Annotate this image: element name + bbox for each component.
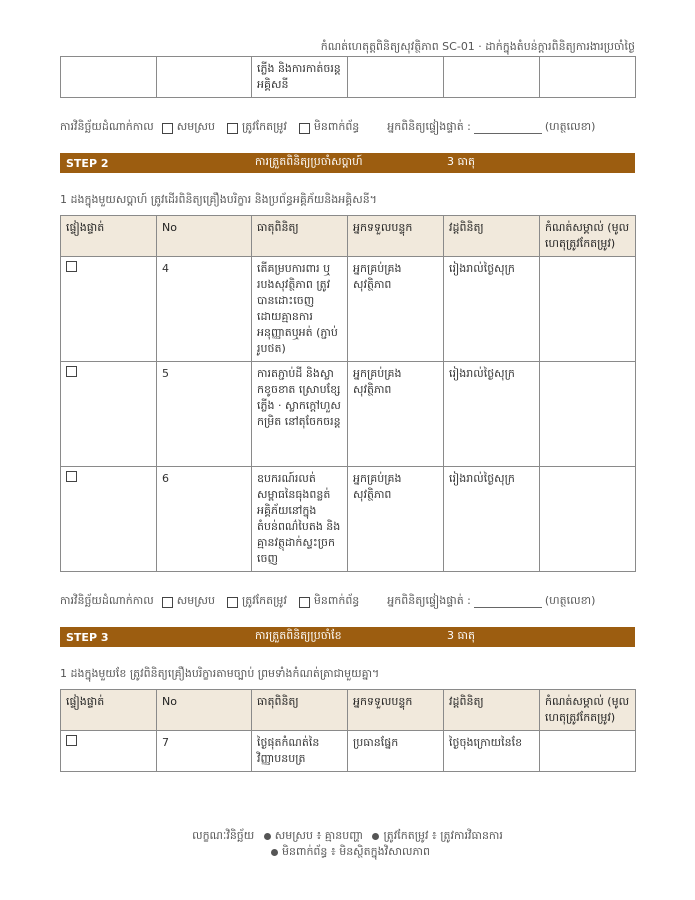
decision-label: ការវិនិច្ឆ័យដំណាក់កាល — [60, 120, 154, 133]
checkbox-ok[interactable] — [162, 597, 173, 608]
cell — [61, 57, 157, 98]
item-owner: អ្នកគ្រប់គ្រងសុវត្ថិភាព — [348, 467, 444, 572]
col-header: អ្នកទទួលបន្ទុក — [348, 690, 444, 731]
signer-suffix: (ហត្ថលេខា) — [544, 120, 596, 133]
item-no: 4 — [157, 257, 252, 362]
table-header — [61, 216, 636, 257]
item-text: ថ្ងៃផុតកំណត់នៃវិញ្ញាបនបត្រ — [252, 731, 348, 772]
verify-checkbox[interactable] — [66, 366, 77, 377]
col-header: ធាតុពិនិត្យ — [252, 690, 348, 731]
step-3-table — [60, 689, 636, 772]
legend-item: សមស្រប ៖ គ្មានបញ្ហា — [274, 829, 363, 842]
table-row — [61, 362, 636, 467]
item-note[interactable] — [540, 362, 636, 467]
option-label: មិនពាក់ព័ន្ធ — [313, 120, 360, 133]
step-number: STEP 2 — [66, 156, 109, 170]
signer-label: អ្នកពិនិត្យផ្ទៀងផ្ទាត់ : — [387, 120, 471, 133]
table-row — [61, 731, 636, 772]
checkbox-ok[interactable] — [162, 123, 173, 134]
item-cycle: រៀងរាល់ថ្ងៃសុក្រ — [444, 257, 540, 362]
judgement-legend — [0, 828, 695, 860]
checkbox-na[interactable] — [299, 123, 310, 134]
cell — [540, 57, 636, 98]
option-label: ត្រូវកែតម្រូវ — [241, 120, 287, 133]
step-intro: 1 ដងក្នុងមួយសប្ដាហ៍ ត្រូវដើរពិនិត្យគ្រឿងបរិក្ខារ និងប្រព័ន្ធអគ្គិភ័យនិងអគ្គិសនី។ — [60, 193, 377, 206]
cell — [444, 57, 540, 98]
option-label: ត្រូវកែតម្រូវ — [241, 594, 287, 607]
legend-prefix: លក្ខណៈវិនិច្ឆ័យ — [192, 829, 255, 842]
option-label: សមស្រប — [176, 594, 215, 607]
checklist-page — [60, 0, 635, 772]
cell — [157, 57, 252, 98]
col-header: ផ្ទៀងផ្ទាត់ — [61, 216, 157, 257]
col-header: អ្នកទទួលបន្ទុក — [348, 216, 444, 257]
table-row — [61, 57, 636, 98]
item-text: តើគម្របការពារ ឬ របងសុវត្ថិភាព ត្រូវបានដោះចេញ ដោយគ្មានការអនុញ្ញាតឬអត់ (ភ្ជាប់រូបថត) — [252, 257, 348, 362]
table-row — [61, 467, 636, 572]
step-2-table — [60, 215, 636, 572]
verify-checkbox[interactable] — [66, 735, 77, 746]
cell: ភ្លើង និងការកាត់ចរន្តអគ្គិសនី — [252, 57, 348, 98]
item-note[interactable] — [540, 467, 636, 572]
step-title: ការត្រួតពិនិត្យប្រចាំខែ — [255, 629, 342, 642]
item-owner: អ្នកគ្រប់គ្រងសុវត្ថិភាព — [348, 362, 444, 467]
item-owner: អ្នកគ្រប់គ្រងសុវត្ថិភាព — [348, 257, 444, 362]
decision-label: ការវិនិច្ឆ័យដំណាក់កាល — [60, 594, 154, 607]
col-header: វដ្តពិនិត្យ — [444, 690, 540, 731]
step-count: 3 ធាតុ — [447, 629, 475, 642]
step-count: 3 ធាតុ — [447, 155, 475, 168]
verify-checkbox[interactable] — [66, 261, 77, 272]
item-note[interactable] — [540, 731, 636, 772]
item-cycle: រៀងរាល់ថ្ងៃសុក្រ — [444, 467, 540, 572]
bullet-icon — [271, 849, 278, 856]
signer-suffix: (ហត្ថលេខា) — [544, 594, 596, 607]
running-header: កំណត់ហេតុត្តពិនិត្យសុវត្ថិភាព SC-01 · ដាក់ក្នុងតំបន់ក្តារពិនិត្យការងារប្រចាំថ្ងៃ — [320, 40, 635, 53]
item-no: 6 — [157, 467, 252, 572]
checkbox-fix[interactable] — [227, 597, 238, 608]
item-owner: ប្រធានផ្នែក — [348, 731, 444, 772]
legend-item: មិនពាក់ព័ន្ធ ៖ មិនស្ថិតក្នុងវិសាលភាព — [282, 845, 430, 858]
col-header: កំណត់សម្គាល់ (មូលហេតុត្រូវកែតម្រូវ) — [540, 690, 636, 731]
item-no: 5 — [157, 362, 252, 467]
item-text: ឧបករណ៍រលត់សម្ពាធនៃធុងពន្លត់អគ្គិភ័យនៅក្នុងតំបន់ពណ៌បៃតង និងគ្មានវត្ថុដាក់ស្ទះច្រកចេញ — [252, 467, 348, 572]
bullet-icon — [372, 833, 379, 840]
option-label: មិនពាក់ព័ន្ធ — [313, 594, 360, 607]
item-text: ការតភ្ជាប់ដី និងស្លាកខូចខាត ស្រោបខ្សែភ្លើង · ស្លាកក្តៅហួសកម្រិត នៅតុចែកចរន្ត — [252, 362, 348, 467]
col-header: ធាតុពិនិត្យ — [252, 216, 348, 257]
bullet-icon — [264, 833, 271, 840]
col-header: វដ្តពិនិត្យ — [444, 216, 540, 257]
step-number: STEP 3 — [66, 630, 109, 644]
table-row — [61, 257, 636, 362]
signature-line[interactable] — [474, 596, 542, 608]
col-header: កំណត់សម្គាល់ (មូលហេតុត្រូវកែតម្រូវ) — [540, 216, 636, 257]
item-cycle: រៀងរាល់ថ្ងៃសុក្រ — [444, 362, 540, 467]
table-header — [61, 690, 636, 731]
cell — [348, 57, 444, 98]
step-2-bar — [60, 153, 635, 173]
option-label: សមស្រប — [176, 120, 215, 133]
step-3-bar — [60, 627, 635, 647]
col-header: ផ្ទៀងផ្ទាត់ — [61, 690, 157, 731]
signature-line[interactable] — [474, 122, 542, 134]
col-header: No — [157, 690, 252, 731]
stage-decision-2 — [60, 594, 635, 610]
signer-label: អ្នកពិនិត្យផ្ទៀងផ្ទាត់ : — [387, 594, 471, 607]
legend-item: ត្រូវកែតម្រូវ ៖ ត្រូវការវិធានការ — [383, 829, 503, 842]
step-intro: 1 ដងក្នុងមួយខែ ត្រូវពិនិត្យគ្រឿងបរិក្ខារតាមច្បាប់ ព្រមទាំងកំណត់ត្រាជាមួយគ្នា។ — [60, 667, 380, 680]
continued-table — [60, 56, 636, 98]
verify-checkbox[interactable] — [66, 471, 77, 482]
item-cycle: ថ្ងៃចុងក្រោយនៃខែ — [444, 731, 540, 772]
stage-decision-1 — [60, 120, 635, 136]
step-title: ការត្រួតពិនិត្យប្រចាំសប្ដាហ៍ — [255, 155, 363, 168]
col-header: No — [157, 216, 252, 257]
item-note[interactable] — [540, 257, 636, 362]
checkbox-na[interactable] — [299, 597, 310, 608]
checkbox-fix[interactable] — [227, 123, 238, 134]
item-no: 7 — [157, 731, 252, 772]
